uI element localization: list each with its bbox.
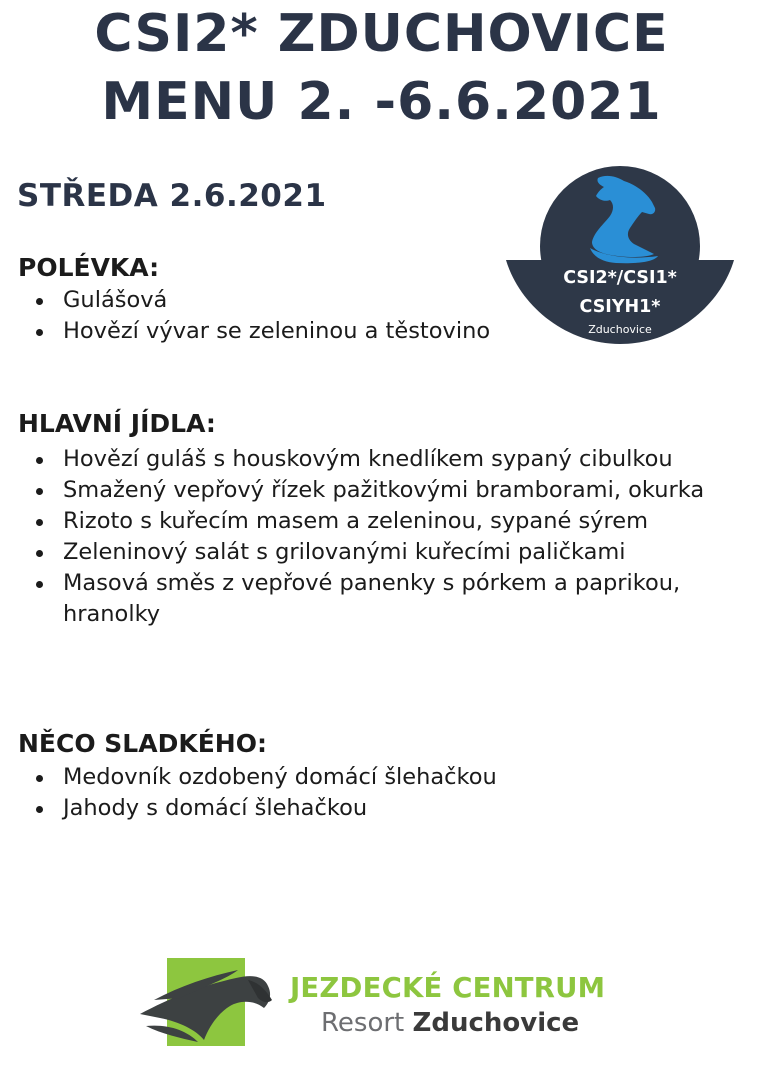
event-badge [506,154,734,344]
list-item: Masová směs z vepřové panenky s pórkem a paprikou, hranolky [34,568,743,630]
horse-logo-icon [140,958,272,1046]
day-heading: STŘEDA 2.6.2021 [17,178,327,214]
badge-line-2: CSIYH1* [579,297,661,317]
main-dishes-heading: HLAVNÍ JÍDLA: [18,409,216,438]
footer-subtitle-prefix: Resort [321,1008,405,1038]
main-dishes-list [34,444,743,630]
list-item: Hovězí vývar se zeleninou a těstovino [34,316,490,347]
list-item: Hovězí guláš s houskovým knedlíkem sypaný cibulkou [34,444,743,475]
dessert-heading: NĚCO SLADKÉHO: [18,729,267,758]
badge-line-1: CSI2*/CSI1* [563,268,677,288]
footer-subtitle-name: Zduchovice [412,1008,580,1038]
menu-title-line-1: CSI2* ZDUCHOVICE [94,4,669,64]
list-item: Rizoto s kuřecím masem a zeleninou, sypané sýrem [34,506,743,537]
footer-title: JEZDECKÉ CENTRUM [290,972,606,1004]
footer-subtitle [321,1008,579,1038]
soup-heading: POLÉVKA: [18,253,160,282]
list-item: Smažený vepřový řízek pažitkovými bramborami, okurka [34,475,743,506]
list-item: Zeleninový salát s grilovanými kuřecími paličkami [34,537,743,568]
list-item: Jahody s domácí šlehačkou [34,793,497,824]
list-item: Gulášová [34,285,490,316]
soup-list [34,285,490,347]
menu-title-line-2: MENU 2. -6.6.2021 [101,72,662,132]
list-item: Medovník ozdobený domácí šlehačkou [34,762,497,793]
badge-line-3: Zduchovice [588,323,652,336]
dessert-list [34,762,497,824]
